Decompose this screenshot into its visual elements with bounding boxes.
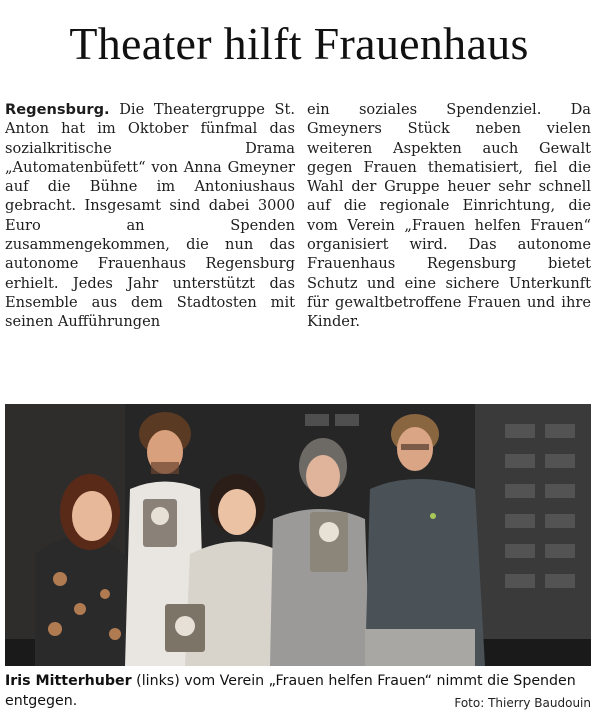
article-column-left <box>5 100 295 332</box>
caption-name: Iris Mitterhuber <box>5 673 132 689</box>
photo-credit: Foto: Thierry Baudouin <box>454 696 591 710</box>
article-column-right-text: ein soziales Spendenziel. Da Gmeyners Stück neben vielen weiteren Aspekten auch Gewalt gegen Frauen thematisiert, fiel die Wahl der Gruppe heuer sehr schnell auf die regionale Einrichtung, die vom Verein „Frauen helfen Frauen“ organisiert wird. Das autonome Frauenhaus Regensburg bietet Schutz und eine sichere Unterkunft für gewaltbetroffene Frauen und ihre Kinder. <box>307 101 591 331</box>
article-dateline: Regensburg. <box>5 101 110 118</box>
caption-text: (links) vom Verein „Frauen helfen Frauen“ nimmt die Spenden entgegen. <box>5 673 576 709</box>
group-photo <box>5 404 591 666</box>
article-column-left-text: Die Theatergruppe St. Anton hat im Oktober fünfmal das sozialkritische Drama „Automatenbüfett“ von Anna Gmeyner auf die Bühne im Antoniushaus gebracht. Insgesamt sind dabei 3000 Euro an Spenden zusammengekommen, die nun das autonome Frauenhaus Regensburg erhielt. Jedes Jahr unterstützt das Ensemble aus dem Stadtosten mit seinen Aufführungen <box>5 101 295 331</box>
article-headline: Theater hilft Frauenhaus <box>69 18 529 69</box>
article-column-right <box>307 100 591 332</box>
